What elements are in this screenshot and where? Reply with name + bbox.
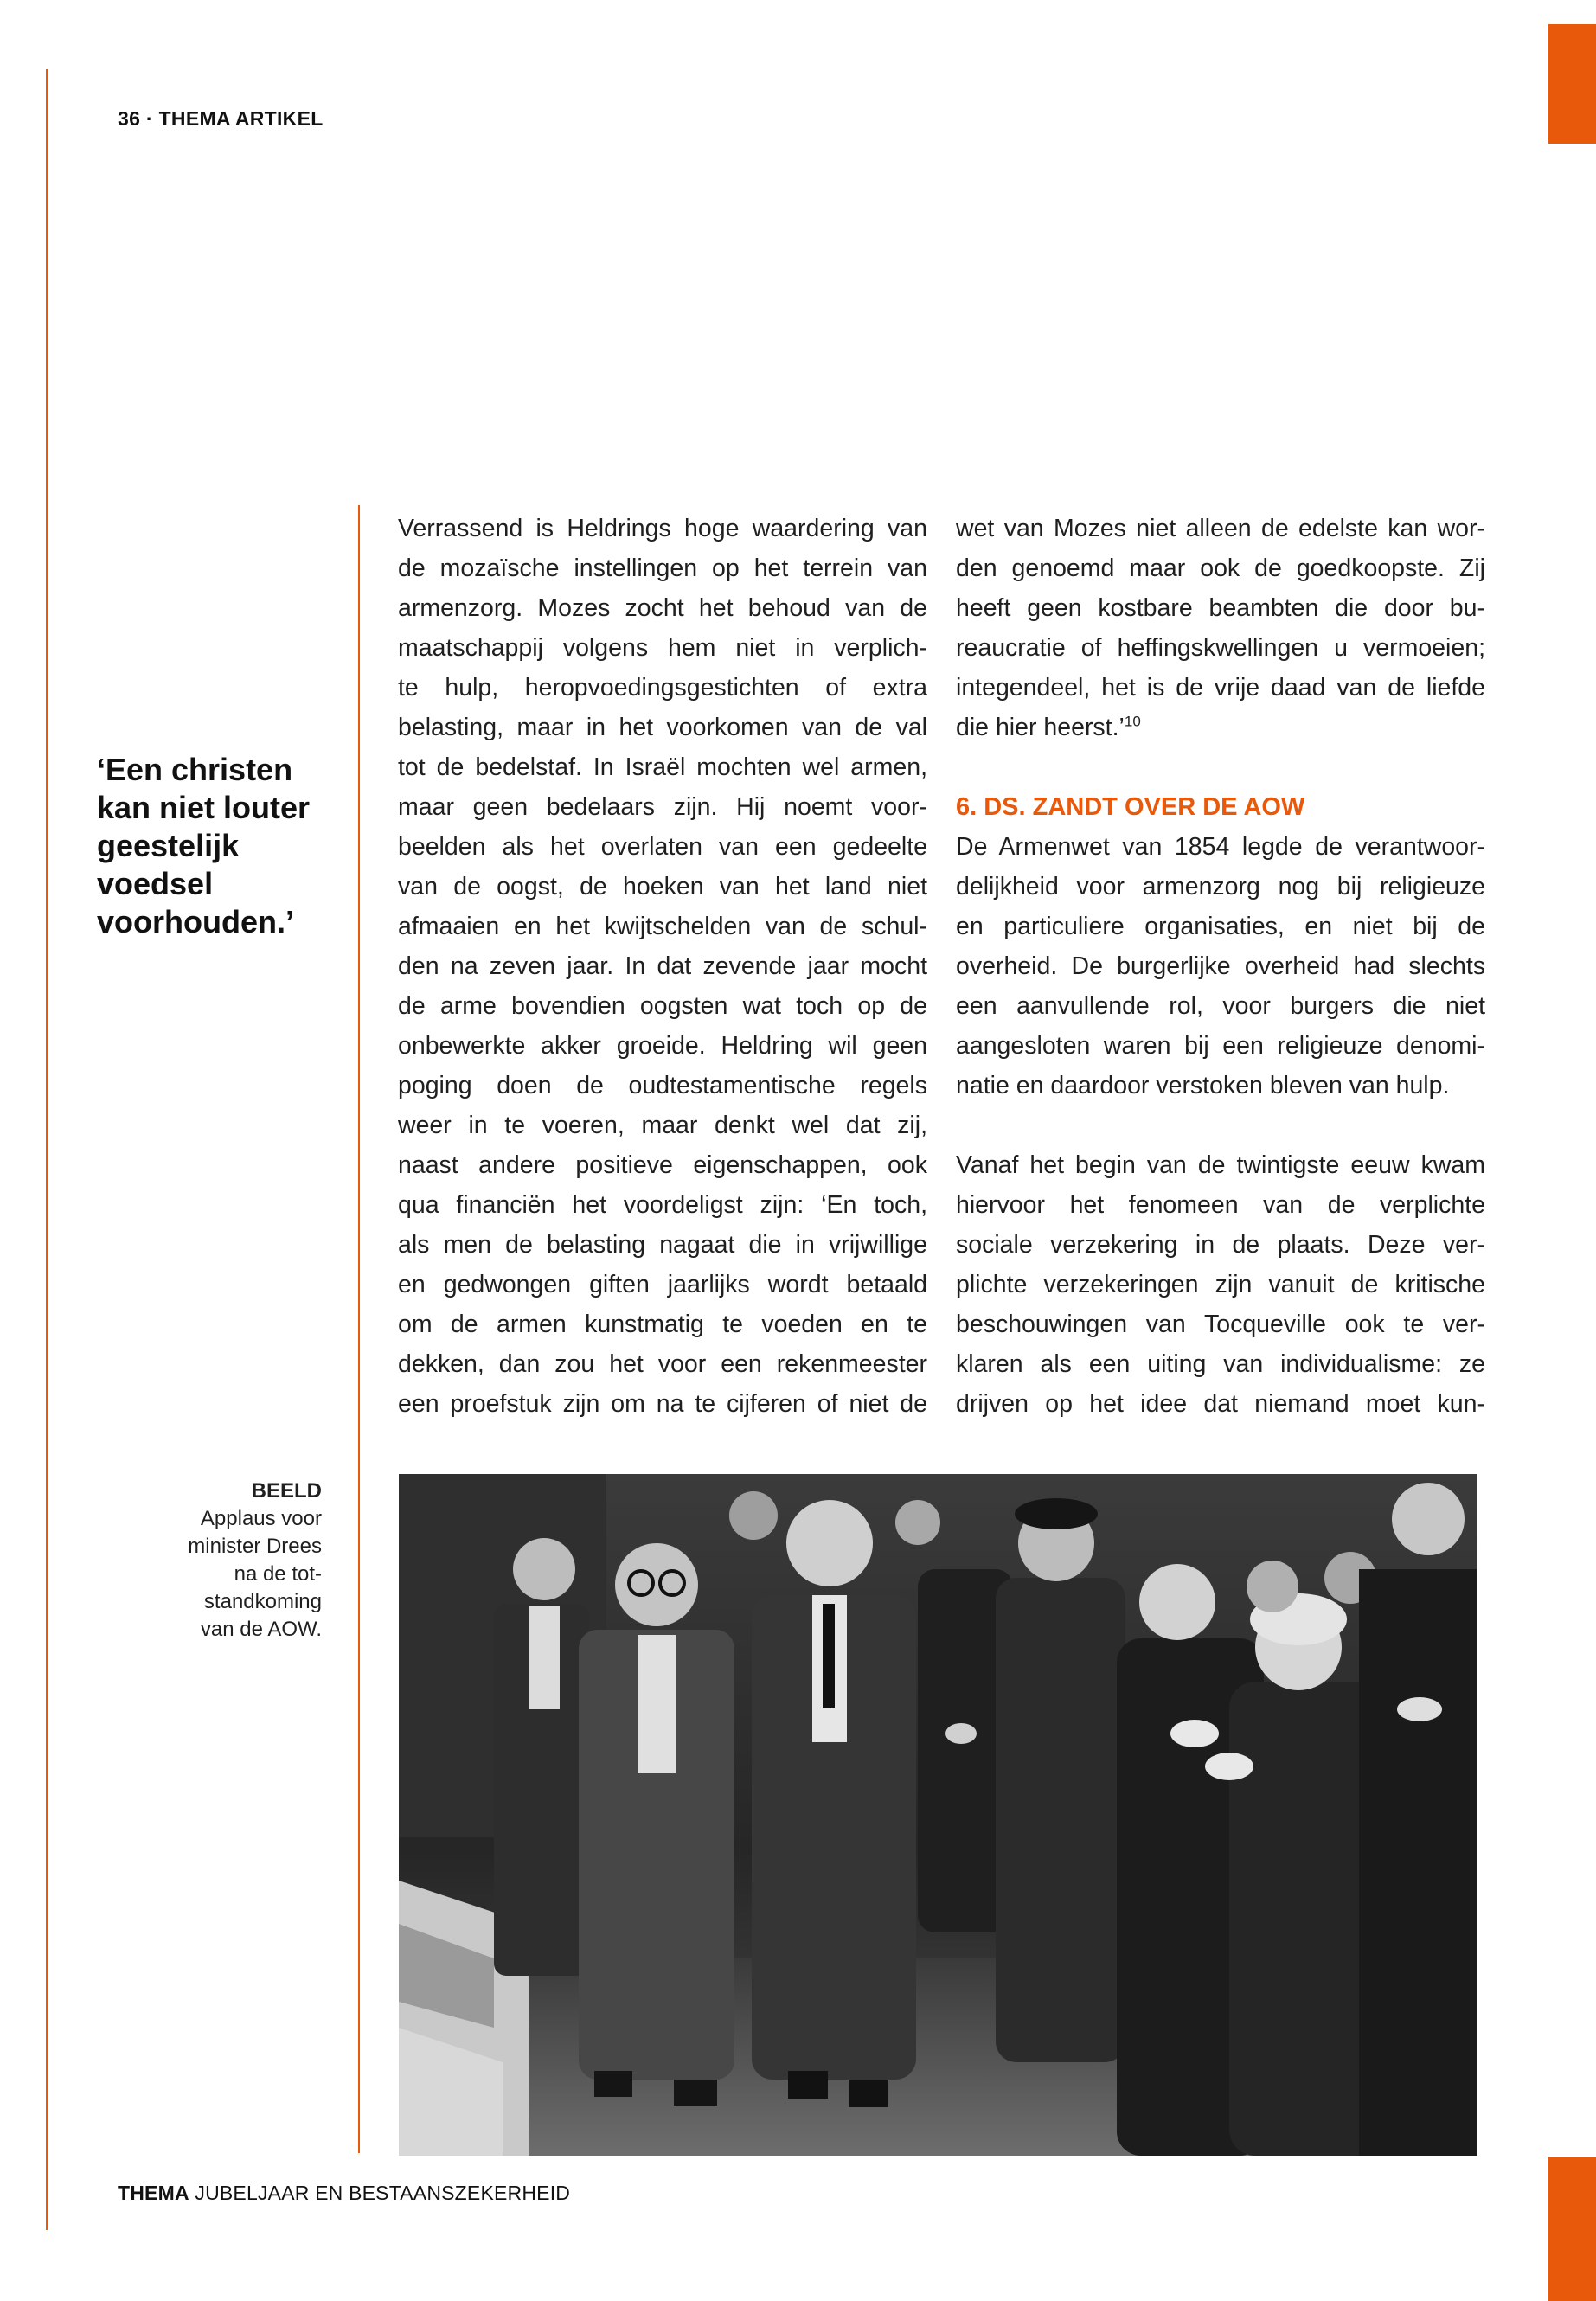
text-line: natie en daardoor verstoken bleven van hulp. — [956, 1072, 1450, 1099]
text-line: hiervoor het fenomeen van de verplichte — [956, 1191, 1485, 1219]
section-heading: 6. DS. ZANDT OVER DE AOW — [956, 793, 1305, 821]
pull-quote-line: geestelijk — [97, 828, 240, 863]
text-line: tot de bedelstaf. In Israël mochten wel armen, — [398, 753, 927, 781]
pull-quote-line: voedsel — [97, 866, 214, 901]
caption-line: na de tot- — [234, 1562, 322, 1586]
photo-caption — [149, 1477, 322, 1644]
text-line: aangesloten waren bij een religieuze denomi- — [956, 1032, 1485, 1060]
text-line: naast andere positieve eigenschappen, ook — [398, 1151, 927, 1179]
text-line: de arme bovendien oogsten wat toch op de — [398, 992, 927, 1020]
text-line: te hulp, heropvoedingsgestichten of extra — [398, 674, 927, 702]
quote-end-text: die hier heerst.’ — [956, 714, 1125, 741]
top-accent-bar — [1548, 24, 1596, 144]
page-number: 36 — [118, 107, 141, 130]
column-divider-rule — [358, 505, 360, 2153]
photo-illustration — [399, 1474, 1477, 2156]
historical-photo — [399, 1474, 1477, 2156]
text-line: afmaaien en het kwijtschelden van de schul- — [398, 913, 927, 940]
footnote-marker: 10 — [1124, 713, 1141, 730]
paragraph-gap — [956, 1106, 1485, 1145]
text-line: maar geen bedelaars zijn. Hij noemt voor- — [398, 793, 927, 821]
text-line: onbewerkte akker groeide. Heldring wil geen — [398, 1032, 927, 1060]
text-line: reaucratie of heffingskwellingen u vermoeien; — [956, 634, 1485, 662]
text-line: een aanvullende rol, voor burgers die niet — [956, 992, 1485, 1020]
text-line: belasting, maar in het voorkomen van de val — [398, 714, 927, 741]
pull-quote-line: kan niet louter — [97, 790, 311, 825]
text-line-last — [956, 708, 1485, 747]
text-line: Verrassend is Heldrings hoge waardering van — [398, 515, 927, 542]
text-line: armenzorg. Mozes zocht het behoud van de — [398, 594, 927, 622]
body-column-left — [398, 509, 927, 1424]
text-line: plichte verzekeringen zijn vanuit de kritische — [956, 1271, 1485, 1298]
caption-line: van de AOW. — [200, 1618, 322, 1641]
text-line: den genoemd maar ook de goedkoopste. Zij — [956, 554, 1485, 582]
text-line: poging doen de oudtestamentische regels — [398, 1072, 927, 1099]
footer-title: JUBELJAAR EN BESTAANSZEKERHEID — [195, 2182, 571, 2204]
left-margin-rule — [46, 69, 48, 2230]
text-line: een proefstuk zijn om na te cijferen of niet de — [398, 1390, 927, 1418]
text-line: de mozaïsche instellingen op het terrein van — [398, 554, 927, 582]
text-line: den na zeven jaar. In dat zevende jaar mocht — [398, 952, 927, 980]
page-footer — [118, 2182, 570, 2205]
header-section: THEMA ARTIKEL — [158, 107, 324, 130]
caption-line: standkoming — [203, 1590, 322, 1613]
paragraph-gap — [956, 747, 1485, 787]
text-line: De Armenwet van 1854 legde de verantwoor- — [956, 833, 1485, 861]
text-line: Vanaf het begin van de twintigste eeuw kwam — [956, 1151, 1485, 1179]
text-line: om de armen kunstmatig te voeden en te — [398, 1311, 927, 1338]
text-line: maatschappij volgens hem niet in verplich- — [398, 634, 927, 662]
text-line: van de oogst, de hoeken van het land niet — [398, 873, 927, 901]
footer-thema: THEMA — [118, 2182, 189, 2204]
text-line: sociale verzekering in de plaats. Deze ver- — [956, 1231, 1485, 1259]
pull-quote-line: voorhouden.’ — [97, 904, 294, 939]
text-line: integendeel, het is de vrije daad van de liefde — [956, 674, 1485, 702]
text-line: beschouwingen van Tocqueville ook te ver- — [956, 1311, 1485, 1338]
text-line: als men de belasting nagaat die in vrijwillige — [398, 1231, 927, 1259]
body-column-right — [956, 509, 1485, 1424]
caption-line: minister Drees — [188, 1535, 322, 1558]
pull-quote-line: ‘Een christen — [97, 752, 293, 787]
text-line: en particuliere organisaties, en niet bij de — [956, 913, 1485, 940]
text-line: dekken, dan zou het voor een rekenmeester — [398, 1350, 927, 1378]
text-line: beelden als het overlaten van een gedeelte — [398, 833, 927, 861]
text-line: en gedwongen giften jaarlijks wordt betaald — [398, 1271, 927, 1298]
text-line: drijven op het idee dat niemand moet kun- — [956, 1390, 1485, 1418]
text-line: delijkheid voor armenzorg nog bij religieuze — [956, 873, 1485, 901]
bottom-accent-bar — [1548, 2157, 1596, 2301]
text-line: wet van Mozes niet alleen de edelste kan wor- — [956, 515, 1485, 542]
text-line: klaren als een uiting van individualisme: ze — [956, 1350, 1485, 1378]
text-line: overheid. De burgerlijke overheid had slechts — [956, 952, 1485, 980]
text-line: weer in te voeren, maar denkt wel dat zij, — [398, 1112, 927, 1139]
caption-label: BEELD — [251, 1479, 322, 1503]
text-line: heeft geen kostbare beambten die door bu- — [956, 594, 1485, 622]
pull-quote — [97, 751, 339, 941]
caption-line: Applaus voor — [200, 1507, 322, 1530]
text-line: qua financiën het voordeligst zijn: ‘En toch, — [398, 1191, 927, 1219]
header-separator: · — [145, 107, 153, 130]
page-header — [118, 107, 324, 131]
